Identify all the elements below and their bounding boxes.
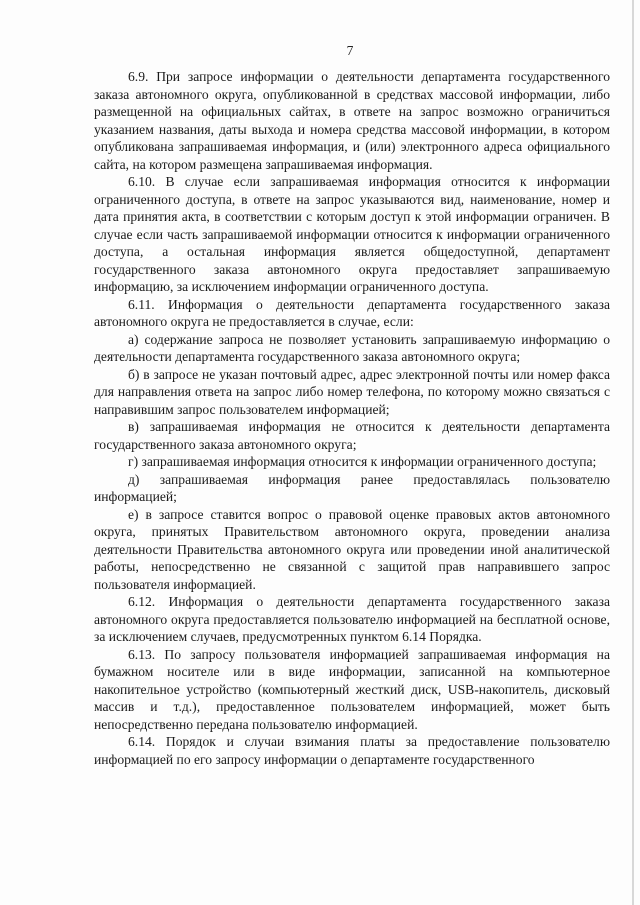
list-item-a: а) содержание запроса не позволяет установить запрашиваемую информацию о деятельности департамента государственного заказа автономного округа;: [94, 331, 610, 364]
paragraph-6-12: 6.12. Информация о деятельности департамента государственного заказа автономного округа предоставляется пользователю информацией на бесплатной основе, за исключением случаев, предусмотренных пунктом 6.14 Порядка.: [94, 594, 610, 644]
paragraph-6-13: 6.13. По запросу пользователя информацией запрашиваемая информация на бумажном носителе или в виде информации, записанной на компьютерное накопительное устройство (компьютерный жесткий диск, USB-накопитель, дисковый массив и т.д.), предоставленное пользователем информацией, может быть непосредственно передана пользователю информацией.: [94, 646, 610, 732]
scan-edge-line: [632, 0, 634, 905]
document-body: [94, 68, 610, 768]
page-number: 7: [346, 43, 354, 58]
paragraph-6-11: 6.11. Информация о деятельности департамента государственного заказа автономного округа не предоставляется в случае, если:: [94, 296, 610, 329]
list-item-e: е) в запросе ставится вопрос о правовой оценке правовых актов автономного округа, принятых Правительством автономного округа, проведении анализа деятельности Правительства автономного округа или проведении иной аналитической работы, непосредственно не связанной с защитой прав направившего запрос пользователя информацией.: [94, 506, 610, 592]
list-item-g: г) запрашиваемая информация относится к информации ограниченного доступа;: [128, 454, 597, 469]
list-item-d: д) запрашиваемая информация ранее предоставлялась пользователю информацией;: [94, 471, 610, 504]
paragraph-6-10: 6.10. В случае если запрашиваемая информация относится к информации ограниченного доступа, в ответе на запрос указываются вид, наименование, номер и дата принятия акта, в соответствии с которым доступ к этой информации ограничен. В случае если часть запрашиваемой информации относится к информации ограниченного доступа, а остальная информация является общедоступной, департамент государственного заказа автономного округа предоставляет запрашиваемую информацию, за исключением информации ограниченного доступа.: [94, 174, 610, 294]
list-item-v: в) запрашиваемая информация не относится к деятельности департамента государственного заказа автономного округа;: [94, 419, 610, 452]
paragraph-6-14: 6.14. Порядок и случаи взимания платы за предоставление пользователю информацией по его запросу информации о департаменте государственного: [94, 734, 610, 767]
list-item-b: б) в запросе не указан почтовый адрес, адрес электронной почты или номер факса для направления ответа на запрос либо номер телефона, по которому можно связаться с направившим запрос пользователем информацией;: [94, 366, 610, 417]
paragraph-6-9: 6.9. При запросе информации о деятельности департамента государственного заказа автономного округа, опубликованной в средствах массовой информации, либо размещенной на официальных сайтах, в ответе на запрос возможно ограничиться указанием названия, даты выхода и номера средства массовой информации, в котором опубликована запрашиваемая информация, и (или) электронного адреса официального сайта, на котором размещена запрашиваемая информация.: [94, 69, 610, 172]
